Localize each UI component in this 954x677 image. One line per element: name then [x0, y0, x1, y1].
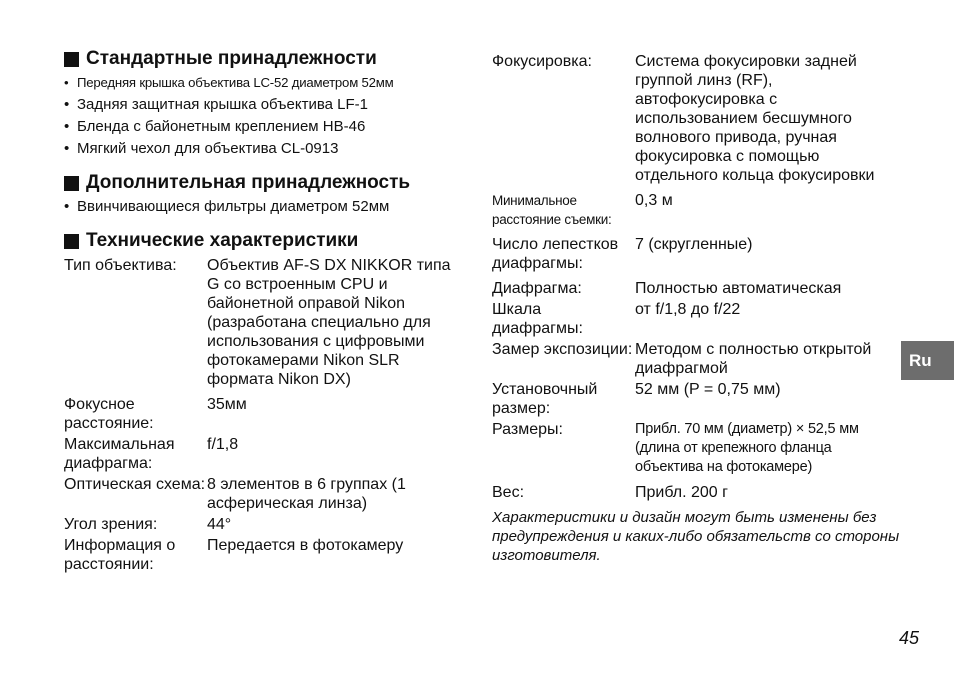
spec-row: [492, 191, 902, 229]
optional-accessory-list: [64, 196, 459, 218]
spec-row: [64, 395, 459, 433]
spec-value: 7 (скругленные): [635, 236, 753, 253]
spec-row: [64, 515, 459, 534]
square-bullet-icon: [64, 176, 79, 191]
spec-label: Тип объектива:: [64, 257, 177, 274]
spec-value: 8 элементов в 6 группах (1 асферическая линза): [207, 476, 406, 512]
spec-value: Прибл. 70 мм (диаметр) × 52,5 мм (длина от крепежного фланца объектива на фотокамере): [635, 421, 859, 475]
spec-value: 44°: [207, 516, 232, 533]
spec-value: f/1,8: [207, 436, 239, 453]
spec-row: [64, 435, 459, 473]
spec-label: Оптическая схема:: [64, 476, 206, 493]
left-column: [64, 48, 459, 576]
specs-left-table: [64, 256, 459, 574]
spec-label: Фокусное расстояние:: [64, 396, 154, 432]
specs-right-table: [492, 52, 902, 502]
page-number: 45: [899, 628, 920, 648]
standard-accessories-title: Стандартные принадлежности: [86, 48, 377, 69]
specifications-heading: [64, 230, 459, 252]
spec-value: Объектив AF-S DX NIKKOR типа G со встроенным CPU и байонетной оправой Nikon (разработана специально для использования с цифровыми фотокамерами Nikon SLR формата Nikon DX): [207, 257, 451, 388]
spec-row: [492, 420, 902, 477]
spec-label: Угол зрения:: [64, 516, 158, 533]
list-item: • Ввинчивающиеся фильтры диаметром 52мм: [64, 196, 459, 218]
spec-label: Фокусировка:: [492, 53, 592, 70]
spec-row: [492, 300, 902, 338]
optional-accessory-heading: [64, 172, 459, 194]
spec-label: Число лепестков диафрагмы:: [492, 236, 619, 272]
spec-label: Информация о расстоянии:: [64, 537, 176, 573]
square-bullet-icon: [64, 234, 79, 249]
spec-label: Максимальная диафрагма:: [64, 436, 175, 472]
spec-value: Методом с полностью открытой диафрагмой: [635, 341, 872, 377]
spec-row: [492, 279, 902, 298]
spec-row: [64, 256, 459, 389]
right-column: [492, 48, 902, 565]
spec-value: 0,3 м: [635, 192, 673, 209]
spec-label: Замер экспозиции:: [492, 341, 633, 358]
spec-row: [64, 475, 459, 513]
list-item: • Мягкий чехол для объектива CL-0913: [64, 138, 459, 160]
standard-accessories-list: [64, 72, 459, 160]
language-tab: Ru: [901, 341, 954, 380]
spec-value: Полностью автоматическая: [635, 280, 842, 297]
disclaimer-note: Характеристики и дизайн могут быть изменены без предупреждения и каких-либо обязательств со стороны изготовителя.: [492, 509, 900, 564]
list-item: • Передняя крышка объектива LC-52 диаметром 52мм: [64, 72, 459, 94]
spec-row: [492, 380, 902, 418]
spec-label: Вес:: [492, 484, 525, 501]
optional-accessory-title: Дополнительная принадлежность: [86, 172, 411, 193]
spec-row: [64, 536, 459, 574]
list-item: • Задняя защитная крышка объектива LF-1: [64, 94, 459, 116]
spec-value: 35мм: [207, 396, 247, 413]
spec-label: Минимальное расстояние съемки:: [492, 193, 612, 227]
spec-label: Шкала диафрагмы:: [492, 301, 583, 337]
standard-accessories-heading: [64, 48, 459, 70]
spec-label: Установочный размер:: [492, 381, 598, 417]
specifications-title: Технические характеристики: [86, 230, 359, 251]
spec-value: от f/1,8 до f/22: [635, 301, 741, 318]
spec-value: 52 мм (P = 0,75 мм): [635, 381, 781, 398]
spec-label: Размеры:: [492, 421, 563, 438]
spec-row: [492, 483, 902, 502]
spec-row: [492, 340, 902, 378]
spec-value: Прибл. 200 г: [635, 484, 728, 501]
spec-row: [492, 52, 902, 185]
spec-row: [492, 235, 902, 273]
list-item: • Бленда с байонетным креплением HB-46: [64, 116, 459, 138]
spec-value: Передается в фотокамеру: [207, 537, 404, 554]
spec-value: Система фокусировки задней группой линз (RF), автофокусировка с использованием бесшумного волнового привода, ручная фокусировка с помощью отдельного кольца фокусировки: [635, 53, 875, 184]
square-bullet-icon: [64, 52, 79, 67]
spec-label: Диафрагма:: [492, 280, 582, 297]
